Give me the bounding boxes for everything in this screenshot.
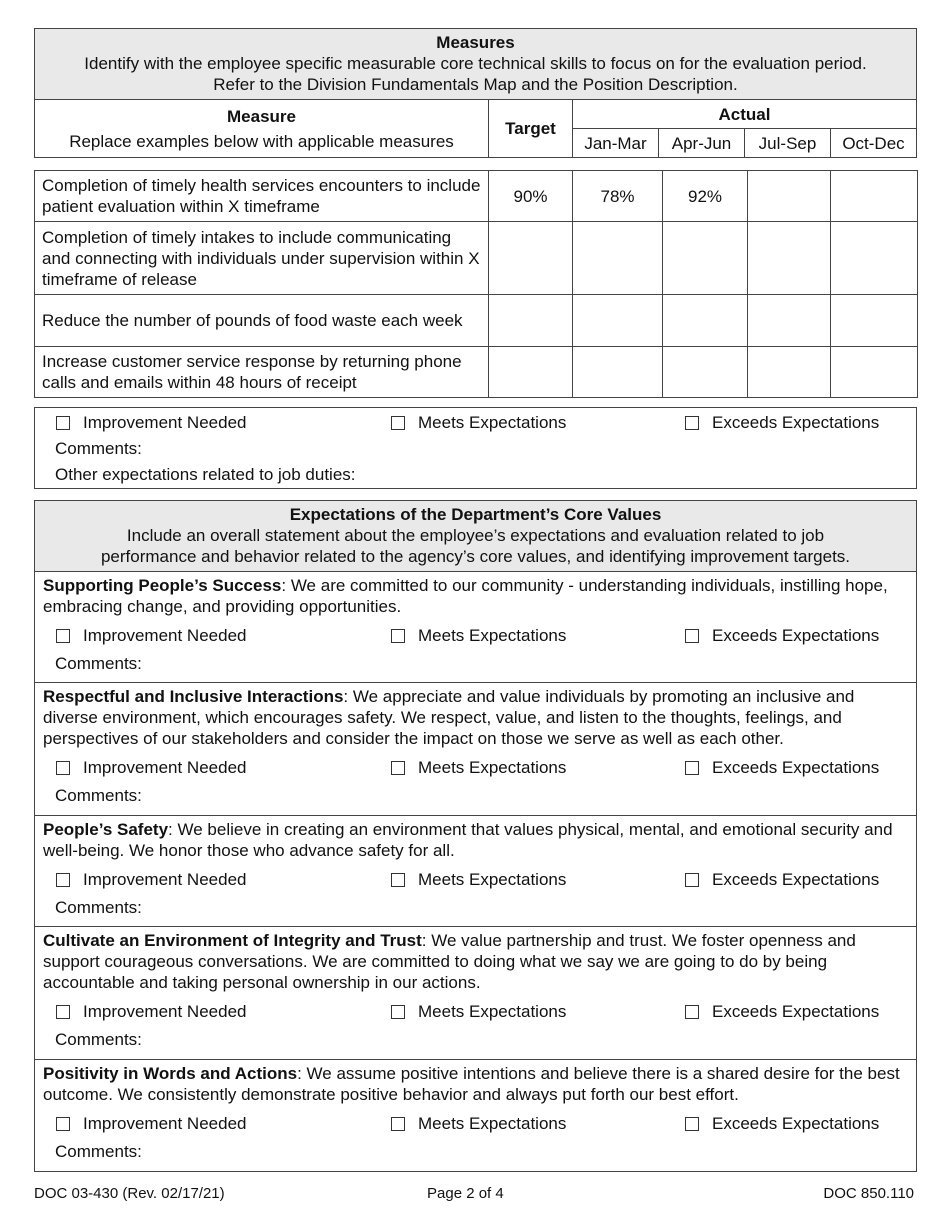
quarter-header: Oct-Dec [831, 129, 917, 158]
option-label: Improvement Needed [83, 758, 247, 777]
core-value-peoples-safety [34, 816, 917, 927]
page-number: Page 2 of 4 [427, 1185, 504, 1202]
actual-cell[interactable] [748, 295, 831, 347]
core-value-description: : We assume positive intentions and believe there is a shared desire for the best outcome. We consistently demonstrate positive behavior and always put forth our best effort. [43, 1064, 900, 1104]
option-label: Improvement Needed [83, 1002, 247, 1021]
checkbox[interactable] [391, 761, 405, 775]
measure-header-label: Measure [227, 106, 296, 126]
option-label: Exceeds Expectations [712, 1114, 880, 1133]
table-row [35, 347, 918, 398]
measure-text: Increase customer service response by returning phone calls and emails within 48 hours of receipt [35, 347, 489, 398]
comments-label: Comments: [55, 654, 142, 673]
checkbox[interactable] [685, 873, 699, 887]
exceeds-expectations-option[interactable] [685, 412, 879, 433]
option-label: Meets Expectations [418, 1002, 567, 1021]
option-label: Exceeds Expectations [712, 870, 880, 889]
comments-label: Comments: [55, 439, 142, 458]
option-label: Exceeds Expectations [712, 758, 880, 777]
core-value-name: Positivity in Words and Actions [43, 1064, 298, 1083]
exceeds-expectations-option[interactable] [685, 757, 879, 778]
rating-options [35, 751, 916, 783]
core-values-title: Expectations of the Department’s Core Values [289, 505, 662, 524]
rating-options [35, 995, 916, 1027]
measure-text: Completion of timely health services encounters to include patient evaluation within X timeframe [35, 171, 489, 222]
core-values-instructions-2: performance and behavior related to the agency’s core values, and identifying improvement targets. [100, 547, 851, 566]
option-label: Meets Expectations [418, 870, 567, 889]
other-expectations-label: Other expectations related to job duties: [55, 465, 356, 484]
actual-cell[interactable] [663, 222, 748, 295]
checkbox[interactable] [56, 629, 70, 643]
actual-cell[interactable] [663, 347, 748, 398]
table-row [35, 295, 918, 347]
target-column-header: Target [489, 100, 573, 158]
quarter-header: Jul-Sep [745, 129, 831, 158]
core-value-description: : We believe in creating an environment that values physical, mental, and emotional security and well-being. We honor those who advance safety for all. [43, 820, 893, 860]
policy-number: DOC 850.110 [823, 1185, 914, 1202]
rating-options [35, 863, 916, 895]
meets-expectations-option[interactable] [391, 412, 566, 433]
measures-title: Measures [436, 33, 515, 52]
core-value-statement [35, 816, 916, 861]
core-value-statement [35, 683, 916, 749]
quarter-header: Jan-Mar [573, 129, 659, 158]
option-label: Exceeds Expectations [712, 413, 880, 432]
improvement-needed-option[interactable] [56, 412, 246, 433]
core-value-statement [35, 927, 916, 993]
core-value-description: : We appreciate and value individuals by promoting an inclusive and diverse environment, which encourages safety. We respect, value, and listen to the thoughts, feelings, and perspectives of our stakeholders and consider the impact on those we serve as well as each other. [43, 687, 855, 748]
measure-column-header [35, 100, 489, 158]
core-value-name: Supporting People’s Success [43, 576, 282, 595]
comments-label: Comments: [55, 898, 142, 917]
target-cell[interactable] [489, 347, 573, 398]
checkbox[interactable] [56, 416, 70, 430]
core-value-respectful-interactions [34, 683, 917, 816]
checkbox[interactable] [391, 629, 405, 643]
measures-header [34, 28, 917, 100]
core-value-name: Cultivate an Environment of Integrity and Trust [43, 931, 422, 950]
core-value-name: Respectful and Inclusive Interactions [43, 687, 344, 706]
comments-label: Comments: [55, 1142, 142, 1161]
actual-cell[interactable] [663, 295, 748, 347]
actual-cell[interactable]: 78% [573, 171, 663, 222]
actual-cell[interactable] [748, 222, 831, 295]
checkbox[interactable] [391, 1005, 405, 1019]
comments-label: Comments: [55, 1030, 142, 1049]
improvement-needed-option[interactable] [56, 1001, 246, 1022]
measures-instructions-1: Identify with the employee specific measurable core technical skills to focus on for the evaluation period. [84, 54, 867, 73]
actual-cell[interactable] [748, 347, 831, 398]
core-value-statement [35, 572, 916, 617]
measure-header-sub: Replace examples below with applicable measures [69, 131, 454, 151]
measures-rating-box [34, 407, 917, 489]
core-value-positivity [34, 1060, 917, 1172]
measures-instructions-2: Refer to the Division Fundamentals Map and the Position Description. [213, 75, 738, 94]
measure-text: Completion of timely intakes to include communicating and connecting with individuals under supervision within X timeframe of release [35, 222, 489, 295]
improvement-needed-option[interactable] [56, 757, 246, 778]
actual-cell[interactable] [831, 295, 918, 347]
checkbox[interactable] [685, 629, 699, 643]
rating-options [35, 619, 916, 651]
exceeds-expectations-option[interactable] [685, 1001, 879, 1022]
option-label: Improvement Needed [83, 626, 247, 645]
checkbox[interactable] [391, 416, 405, 430]
meets-expectations-option[interactable] [391, 1001, 566, 1022]
exceeds-expectations-option[interactable] [685, 625, 879, 646]
actual-cell[interactable] [573, 295, 663, 347]
core-value-statement [35, 1060, 916, 1105]
option-label: Improvement Needed [83, 870, 247, 889]
improvement-needed-option[interactable] [56, 869, 246, 890]
core-value-description: : We value partnership and trust. We foster openness and support courageous conversations. We are committed to doing what we say we are going to do by being accountable and taking personal ownership in our actions. [43, 931, 856, 992]
exceeds-expectations-option[interactable] [685, 1113, 879, 1134]
checkbox[interactable] [685, 761, 699, 775]
checkbox[interactable] [391, 1117, 405, 1131]
checkbox[interactable] [56, 873, 70, 887]
target-cell[interactable] [489, 222, 573, 295]
core-values-header [34, 500, 917, 572]
quarter-header: Apr-Jun [659, 129, 745, 158]
measure-text: Reduce the number of pounds of food waste each week [35, 295, 489, 347]
meets-expectations-option[interactable] [391, 757, 566, 778]
core-value-description: : We are committed to our community - understanding individuals, instilling hope, embracing change, and providing opportunities. [43, 576, 888, 616]
checkbox[interactable] [391, 873, 405, 887]
actual-cell[interactable] [573, 347, 663, 398]
target-cell[interactable] [489, 295, 573, 347]
actual-cell[interactable] [831, 347, 918, 398]
meets-expectations-option[interactable] [391, 1113, 566, 1134]
table-row [35, 171, 918, 222]
option-label: Exceeds Expectations [712, 626, 880, 645]
actual-cell[interactable] [831, 222, 918, 295]
exceeds-expectations-option[interactable] [685, 869, 879, 890]
checkbox[interactable] [685, 1117, 699, 1131]
checkbox[interactable] [685, 416, 699, 430]
meets-expectations-option[interactable] [391, 625, 566, 646]
option-label: Improvement Needed [83, 1114, 247, 1133]
checkbox[interactable] [685, 1005, 699, 1019]
checkbox[interactable] [56, 761, 70, 775]
option-label: Exceeds Expectations [712, 1002, 880, 1021]
actual-column-header: Actual [573, 100, 917, 129]
checkbox[interactable] [56, 1005, 70, 1019]
actual-cell[interactable] [831, 171, 918, 222]
actual-cell[interactable] [748, 171, 831, 222]
comments-label: Comments: [55, 786, 142, 805]
target-cell[interactable]: 90% [489, 171, 573, 222]
measures-column-header [34, 99, 917, 158]
core-value-name: People’s Safety [43, 820, 169, 839]
actual-cell[interactable]: 92% [663, 171, 748, 222]
rating-options [35, 408, 916, 436]
rating-options [35, 1107, 916, 1139]
option-label: Meets Expectations [418, 758, 567, 777]
option-label: Meets Expectations [418, 1114, 567, 1133]
table-row [35, 222, 918, 295]
core-value-integrity-trust [34, 927, 917, 1060]
core-values-instructions-1: Include an overall statement about the employee’s expectations and evaluation related to job [126, 526, 825, 545]
improvement-needed-option[interactable] [56, 1113, 246, 1134]
form-number: DOC 03-430 (Rev. 02/17/21) [34, 1185, 225, 1202]
actual-cell[interactable] [573, 222, 663, 295]
option-label: Meets Expectations [418, 413, 567, 432]
improvement-needed-option[interactable] [56, 625, 246, 646]
option-label: Improvement Needed [83, 413, 247, 432]
option-label: Meets Expectations [418, 626, 567, 645]
meets-expectations-option[interactable] [391, 869, 566, 890]
checkbox[interactable] [56, 1117, 70, 1131]
measures-table [34, 170, 918, 398]
core-value-supporting-success [34, 572, 917, 683]
